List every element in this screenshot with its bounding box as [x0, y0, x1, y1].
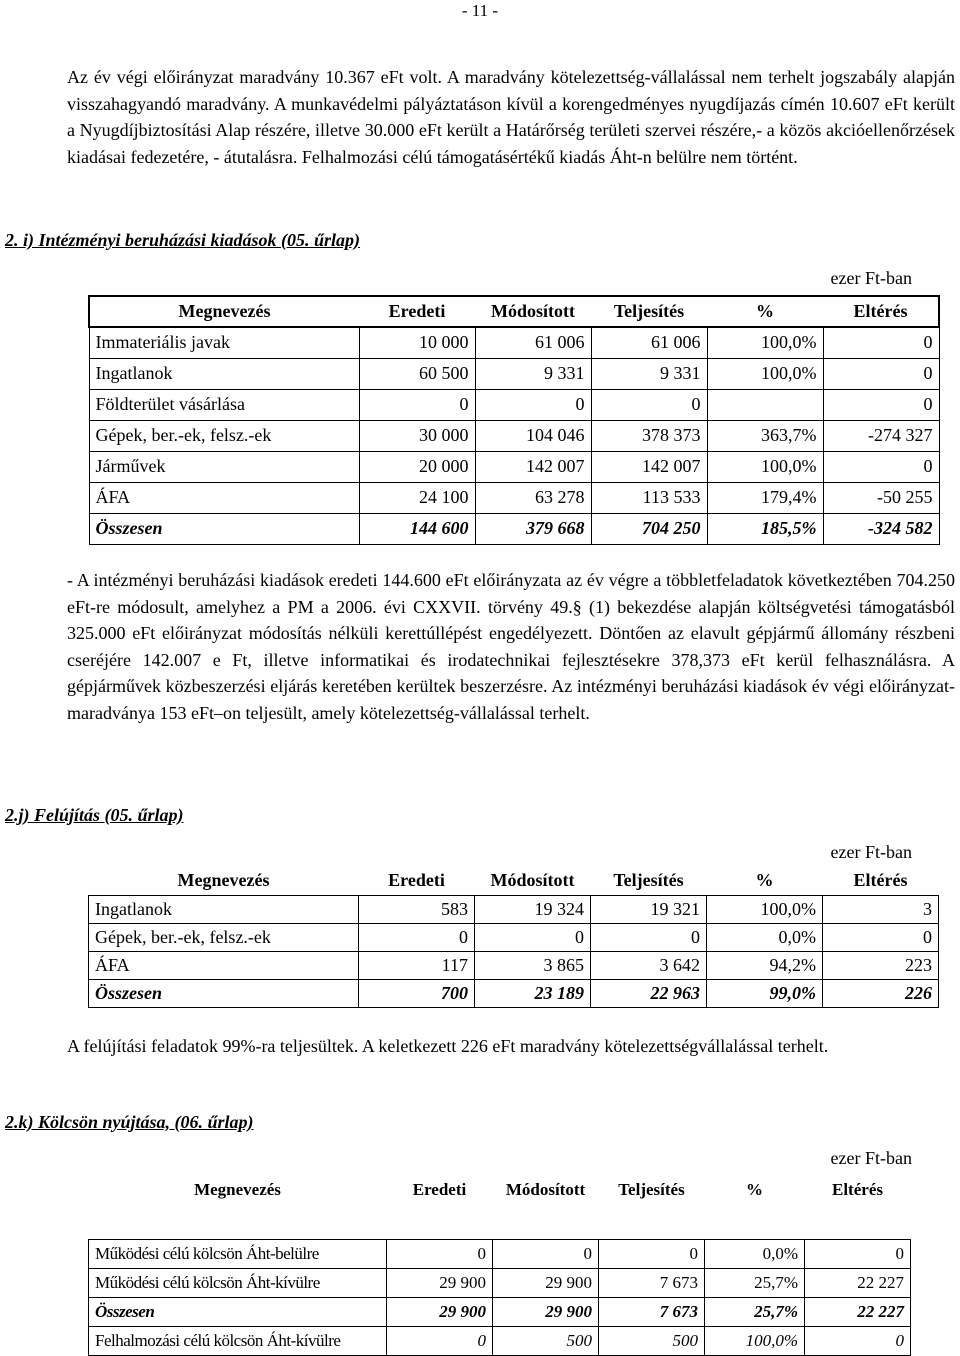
section-i-paragraph: - A intézményi beruházási kiadások eredeti 144.600 eFt előirányzata az év végre a többletfeladatok következtében 704.250 eFt-re módosult, amelyhez a PM a 2006. évi CXXVII. törvény 49.§ (1) bekezdése alapján költségvetési támogatásból 325.000 eFt előirányzat módosítás nélküli kerettúllépést engedélyezett. Döntően az elavult gépjármű állomány részbeni cseréjére 142.007 e Ft, illetve informatikai és irodatechnikai fejlesztésekre 378,373 eFt kerül felhasználásra. A gépjárművek közbeszerzési eljárás keretében kerültek beszerzésre. Az intézményi beruházási kiadások év végi előirányzat-maradványa 153 eFt–on teljesült, amely kötelezettség-vállalással terhelt. [67, 570, 955, 723]
cell: 0 [823, 358, 939, 389]
cell: -324 582 [823, 513, 939, 544]
cell: 100,0% [707, 358, 823, 389]
cell: 0,0% [705, 1239, 805, 1268]
table-row [89, 451, 939, 482]
cell: 99,0% [707, 979, 823, 1007]
table-row [89, 951, 939, 979]
cell: 0 [493, 1239, 599, 1268]
table-row [89, 358, 939, 389]
cell: 29 900 [493, 1297, 599, 1326]
cell: 0 [359, 923, 475, 951]
total-row [89, 979, 939, 1007]
spacer-row [89, 1210, 911, 1239]
row-label: Összesen [89, 513, 359, 544]
col-header: Megnevezés [89, 296, 359, 327]
col-header: Teljesítés [618, 1180, 685, 1199]
col-header: Eredeti [412, 1180, 467, 1199]
cell: 22 227 [805, 1297, 911, 1326]
renovation-table [88, 867, 939, 1008]
row-label: Gépek, ber.-ek, felsz.-ek [89, 923, 359, 951]
table-row [89, 420, 939, 451]
cell: 500 [599, 1326, 705, 1355]
cell: 22 963 [591, 979, 707, 1007]
cell: 0 [591, 923, 707, 951]
col-header: Megnevezés [194, 1180, 281, 1199]
table-row [89, 923, 939, 951]
cell: 142 007 [591, 451, 707, 482]
cell: 100,0% [707, 895, 823, 923]
cell: 0,0% [707, 923, 823, 951]
cell: 0 [387, 1239, 493, 1268]
cell: 704 250 [591, 513, 707, 544]
intro-paragraph: Az év végi előirányzat maradvány 10.367 eFt volt. A maradvány kötelezettség-vállalással nem terhelt jogszabály alapján visszahagyandó maradvány. A munkavédelmi pályáztatáson kívül a korengedményes nyugdíjazás címén 10.607 eFt került a Nyugdíjbiztosítási Alap részére, illetve 30.000 eFt került a Határőrség területi szervei részére,- a közös akcióellenőrzések kiadásai fedezetére, - átutalásra. Felhalmozási célú támogatásértékű kiadás Áht-n belülre nem történt. [67, 67, 955, 167]
cell: 100,0% [707, 327, 823, 358]
cell: 7 673 [599, 1297, 705, 1326]
cell: 500 [493, 1326, 599, 1355]
row-label: Földterület vásárlása [89, 389, 359, 420]
cell: 60 500 [359, 358, 475, 389]
section-j-unit: ezer Ft-ban [830, 842, 912, 862]
col-header: Eltérés [832, 1180, 883, 1199]
cell: 379 668 [475, 513, 591, 544]
table-header-row [89, 1170, 911, 1210]
cell: 0 [823, 451, 939, 482]
cell: 700 [359, 979, 475, 1007]
col-header: Eredeti [359, 296, 475, 327]
col-header: Eltérés [853, 870, 908, 891]
cell: 30 000 [359, 420, 475, 451]
row-label: Immateriális javak [89, 327, 359, 358]
cell: 24 100 [359, 482, 475, 513]
cell: 223 [823, 951, 939, 979]
spacer-cell [89, 1210, 911, 1239]
cell: 3 642 [591, 951, 707, 979]
row-label: Működési célú kölcsön Áht-kívülre [89, 1268, 387, 1297]
cell: 113 533 [591, 482, 707, 513]
cell: 7 673 [599, 1268, 705, 1297]
col-header: Megnevezés [177, 870, 270, 891]
loan-table [88, 1170, 911, 1356]
row-label: Összesen [89, 1297, 387, 1326]
cell: 179,4% [707, 482, 823, 513]
cell: 142 007 [475, 451, 591, 482]
table-row [89, 482, 939, 513]
cell: 3 [823, 895, 939, 923]
col-header: Teljesítés [613, 870, 684, 891]
cell: 0 [599, 1239, 705, 1268]
cell: 61 006 [591, 327, 707, 358]
cell: 63 278 [475, 482, 591, 513]
cell: -274 327 [823, 420, 939, 451]
cell: 0 [823, 923, 939, 951]
cell: 0 [387, 1326, 493, 1355]
table-header-row [89, 296, 939, 327]
cell: 100,0% [707, 451, 823, 482]
cell: 100,0% [705, 1326, 805, 1355]
cell: 0 [805, 1239, 911, 1268]
section-k-unit: ezer Ft-ban [830, 1148, 912, 1168]
cell: 10 000 [359, 327, 475, 358]
row-label: Működési célú kölcsön Áht-belülre [89, 1239, 387, 1268]
cell: 363,7% [707, 420, 823, 451]
col-header: Eredeti [388, 870, 445, 891]
col-header: Módosított [475, 296, 591, 327]
col-header: Módosított [490, 870, 575, 891]
cell: 144 600 [359, 513, 475, 544]
col-header: % [746, 1180, 763, 1199]
cell: 23 189 [475, 979, 591, 1007]
cell: -50 255 [823, 482, 939, 513]
row-label: Gépek, ber.-ek, felsz.-ek [89, 420, 359, 451]
investment-table [88, 295, 940, 545]
col-header: Eltérés [823, 296, 939, 327]
table-row [89, 1239, 911, 1268]
cell: 117 [359, 951, 475, 979]
cell: 9 331 [591, 358, 707, 389]
cell: 29 900 [493, 1268, 599, 1297]
table-row [89, 895, 939, 923]
cell: 20 000 [359, 451, 475, 482]
cell: 3 865 [475, 951, 591, 979]
row-label: ÁFA [89, 482, 359, 513]
col-header: Teljesítés [591, 296, 707, 327]
cell: 0 [475, 389, 591, 420]
cell: 104 046 [475, 420, 591, 451]
cell: 0 [591, 389, 707, 420]
row-label: Ingatlanok [89, 358, 359, 389]
total-row [89, 1297, 911, 1326]
total-row [89, 513, 939, 544]
row-label: Ingatlanok [89, 895, 359, 923]
cell: 0 [805, 1326, 911, 1355]
row-label: Járművek [89, 451, 359, 482]
cell: 94,2% [707, 951, 823, 979]
section-i-unit: ezer Ft-ban [830, 268, 912, 288]
col-header: Módosított [505, 1180, 586, 1199]
cell: 29 900 [387, 1268, 493, 1297]
cell: 22 227 [805, 1268, 911, 1297]
cell: 0 [823, 327, 939, 358]
cell: 19 321 [591, 895, 707, 923]
cell: 25,7% [705, 1297, 805, 1326]
cell: 226 [823, 979, 939, 1007]
cell: 378 373 [591, 420, 707, 451]
cell: 0 [823, 389, 939, 420]
section-i-title: 2. i) Intézményi beruházási kiadások (05. űrlap) [5, 230, 361, 250]
col-header: % [755, 870, 774, 891]
page-number: - 11 - [461, 1, 499, 20]
cell: 61 006 [475, 327, 591, 358]
section-k-title: 2.k) Kölcsön nyújtása, (06. űrlap) [5, 1112, 254, 1132]
table-row [89, 389, 939, 420]
cell: 25,7% [705, 1268, 805, 1297]
cell: 583 [359, 895, 475, 923]
cell: 0 [475, 923, 591, 951]
table-row [89, 327, 939, 358]
cell: 185,5% [707, 513, 823, 544]
row-label: Összesen [89, 979, 359, 1007]
cell: 0 [359, 389, 475, 420]
row-label: Felhalmozási célú kölcsön Áht-kívülre [89, 1326, 387, 1355]
cell: 29 900 [387, 1297, 493, 1326]
cell [707, 389, 823, 420]
section-j-title: 2.j) Felújítás (05. űrlap) [5, 805, 184, 825]
section-j-paragraph: A felújítási feladatok 99%-ra teljesültek. A keletkezett 226 eFt maradvány kötelezettségvállalással terhelt. [67, 1036, 829, 1056]
table-row [89, 1326, 911, 1355]
cell: 9 331 [475, 358, 591, 389]
table-row [89, 1268, 911, 1297]
table-header-row [89, 867, 939, 895]
row-label: ÁFA [89, 951, 359, 979]
cell: 19 324 [475, 895, 591, 923]
col-header: % [707, 296, 823, 327]
